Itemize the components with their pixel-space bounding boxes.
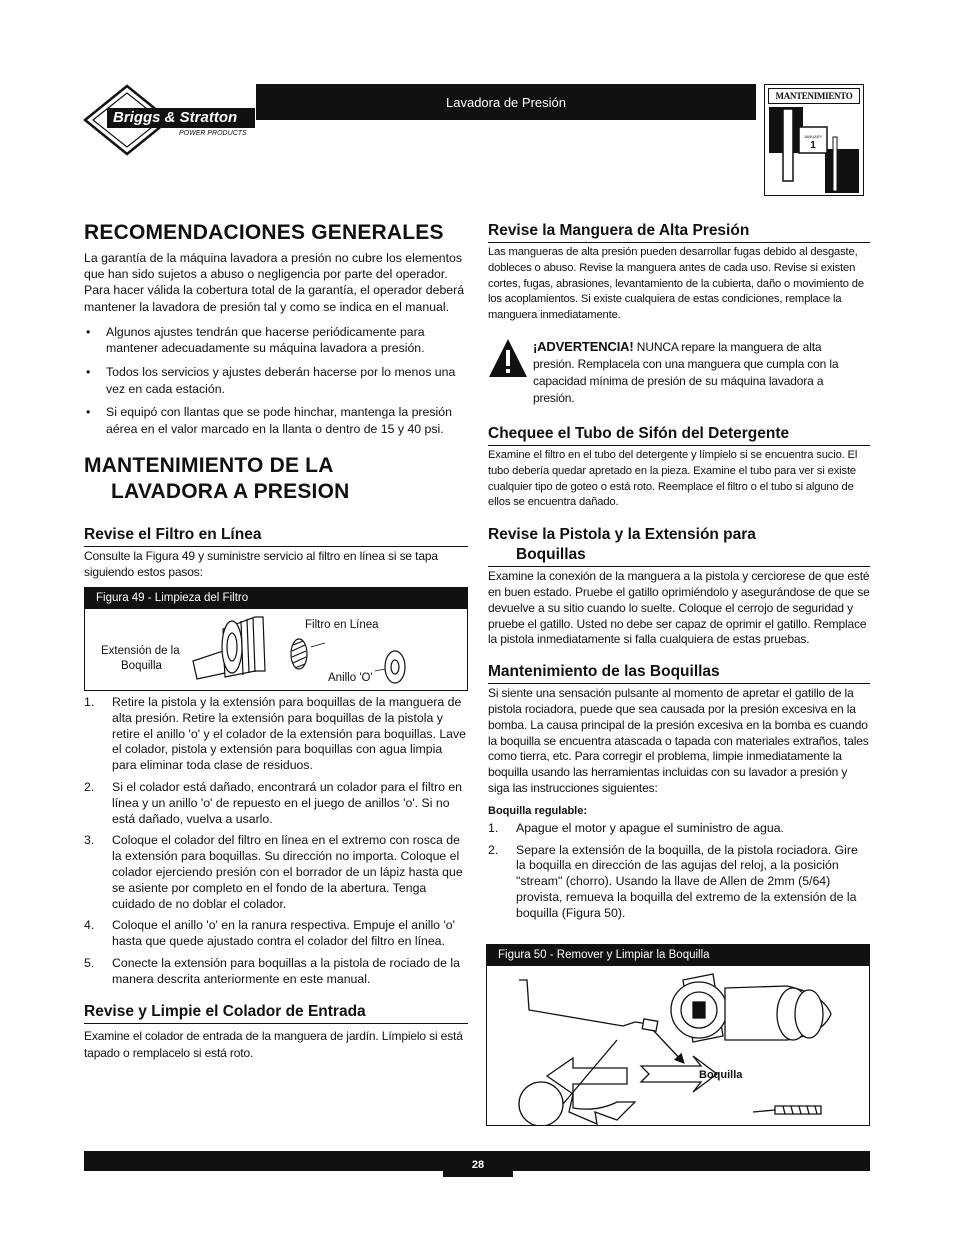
brand-name: Briggs & Stratton	[113, 109, 238, 126]
list-item: • Todos los servicios y ajustes deberán hacerse por lo menos una vez en cada estación.	[84, 364, 468, 397]
figure-50-caption: Figura 50 - Remover y Limpiar la Boquilla	[486, 944, 870, 966]
warning-triangle-icon	[488, 338, 528, 378]
badge-calendar-month: JANUARY	[803, 134, 823, 139]
warning-text: ¡ADVERTENCIA! NUNCA repare la manguera de alta presión. Remplacela con una manguera que cumpla con la capacidad mínima de presión de su máquina lavadora a presión.	[533, 338, 839, 405]
warning-block	[488, 338, 870, 408]
figure-49	[84, 587, 468, 691]
list-item: 1. Apague el motor y apague el suministro de agua.	[488, 820, 784, 835]
general-paragraph: La garantía de la máquina lavadora a presión no cubre los elementos que han sido sujetos a abuso o negligencia por parte del operador. Para hacer válida la cobertura total de la garantía, el operador deberá mantener la lavadora de presión tal y como se indica en el manual.	[84, 251, 465, 314]
heading-nozzle-maintenance: Mantenimiento de las Boquillas	[488, 662, 870, 684]
right-column	[488, 221, 870, 928]
heading-detergent-siphon: Chequee el Tubo de Sifón del Detergente	[488, 424, 870, 446]
badge-title: MANTENIMIENTO	[768, 88, 860, 104]
general-bullet-list	[84, 324, 468, 438]
label-o-ring: Anillo 'O'	[328, 671, 373, 684]
strainer-paragraph: Examine el colador de entrada de la manguera de jardín. Límpielo si está tapado o remplacelo si está roto.	[84, 1028, 463, 1060]
list-item: 2. Separe la extensión de la boquilla, de la pistola rociadora. Gire la boquilla en dirección de las agujas del reloj, a la posición "stream" (chorro). Usando la llave de Allen de 2mm (5/64) provista, remueva la boquilla del extremo de la extensión de la boquilla (Figura 50).	[488, 842, 858, 920]
figure-50	[486, 944, 870, 1126]
list-item: 4. Coloque el anillo 'o' en la ranura respectiva. Empuje el anillo 'o' hasta que quede ajustado contra el colador del filtro en línea.	[84, 918, 455, 949]
label-nozzle-extension-2: Boquilla	[121, 659, 162, 672]
nozzle-steps-list	[488, 821, 870, 922]
label-nozzle-extension-1: Extensión de la	[101, 644, 180, 657]
gun-paragraph: Examine la conexión de la manguera a la pistola y cerciorese de que esté en buen estado. Pruebe el gatillo oprimiéndolo y asegurándose de que se devuelve a su sitio cuando lo suelte. Coloque el cerrojo de seguridad y pruebe el gatillo. Usted no debe ser capaz de oprimir el gatillo. Remplace la pistola inmediatamente si falla cualquiera de estas pruebas.	[488, 569, 870, 647]
maintenance-section-badge	[764, 84, 864, 196]
brand-subtitle: POWER PRODUCTS	[179, 130, 247, 137]
filter-steps-list	[84, 695, 468, 988]
heading-gun-and-extension: Revise la Pistola y la Extensión para Boquillas	[488, 525, 870, 567]
filter-paragraph: Consulte la Figura 49 y suministre servicio al filtro en línea si se tapa siguiendo estos pasos:	[84, 549, 438, 580]
badge-calendar-day: 1	[810, 140, 816, 151]
nozzle-paragraph: Si siente una sensación pulsante al momento de apretar el gatillo de la pistola rociadora, puede que sea causada por la presión excesiva en la bomba. La causa principal de la presión excesiva en la bomba es cuando la boquilla se encuentra atascada o tapada con materiales extraños, tales como tierra, etc. Para corregir el problema, limpie inmediatamente la boquilla usando las herramientas incluidas con su lavador a presión y siga las instrucciones siguientes:	[488, 686, 869, 795]
heading-general-recommendations: RECOMENDACIONES GENERALES	[84, 221, 444, 244]
heading-inline-filter: Revise el Filtro en Línea	[84, 525, 468, 547]
hose-paragraph: Las mangueras de alta presión pueden desarrollar fugas debido al desgaste, dobleces o abuso. Revise la manguera antes de cada uso. Revise si existen cortes, fugas, abrasiones, levantamiento de la cubierta, daño o movimiento de los acoplamientos. Si existe cualquiera de estas condiciones, remplace la manguera inmediatamente.	[488, 246, 864, 322]
figure-50-illustration	[486, 966, 870, 1126]
label-nozzle: Boquilla	[699, 1069, 743, 1081]
figure-49-illustration	[84, 609, 468, 691]
label-inline-filter: Filtro en Línea	[305, 618, 379, 631]
heading-high-pressure-hose: Revise la Manguera de Alta Presión	[488, 221, 870, 243]
left-column	[84, 220, 468, 1062]
manual-title-bar	[256, 84, 756, 120]
list-item: 5. Conecte la extensión para boquillas a la pistola de rociado de la manera descrita anteriormente en este manual.	[84, 955, 460, 986]
list-item: 3. Coloque el colador del filtro en línea en el extremo con rosca de la extensión para boquillas. Su dirección no importa. Coloque el colador ejerciendo presión con el borrador de un lápiz hasta que se asiente por completo en el fondo de la abertura. Tenga cuidado de no doblar el colador.	[84, 833, 463, 911]
siphon-paragraph: Examine el filtro en el tubo del detergente y límpielo si se encuentra sucio. El tubo debería quedar apretado en la pieza. Examine el tubo para ver si existe cualquier tipo de goteo o está roto. Reemplace el filtro o el tubo si alguno de ellos se encuentra dañado.	[488, 448, 858, 509]
page-number: 28	[443, 1153, 513, 1177]
list-item: • Algunos ajustes tendrán que hacerse periódicamente para mantener adecuadamente su máquina lavadora a presión.	[84, 324, 468, 357]
list-item: • Si equipó con llantas que se pode hinchar, mantenga la presión aérea en el valor marcado en la llanta o dentro de 15 y 40 psi.	[84, 404, 468, 437]
subheading-adjustable-nozzle: Boquilla regulable:	[488, 804, 588, 817]
manual-title: Lavadora de Presión	[446, 94, 566, 110]
figure-49-caption: Figura 49 - Limpieza del Filtro	[84, 587, 468, 609]
list-item: 1. Retire la pistola y la extensión para boquillas de la manguera de alta presión. Retire la extensión para boquillas de la pistola y retire el anillo 'o' y el colador de la extensión para boquillas. Lave el colador, pistola y extensión para boquillas con agua limpia para eliminar toda clase de residuos.	[84, 694, 467, 773]
brand-logo	[83, 84, 255, 156]
heading-maintenance: MANTENIMIENTO DE LA LAVADORA A PRESION	[84, 454, 350, 504]
warning-label: ¡ADVERTENCIA!	[533, 338, 634, 354]
heading-inlet-strainer: Revise y Limpie el Colador de Entrada	[84, 1002, 468, 1024]
list-item: 2. Si el colador está dañado, encontrará un colador para el filtro en línea y un anillo 'o' de repuesto en el juego de anillos 'o'. Si no está dañado, vuelva a usarlo.	[84, 779, 462, 826]
